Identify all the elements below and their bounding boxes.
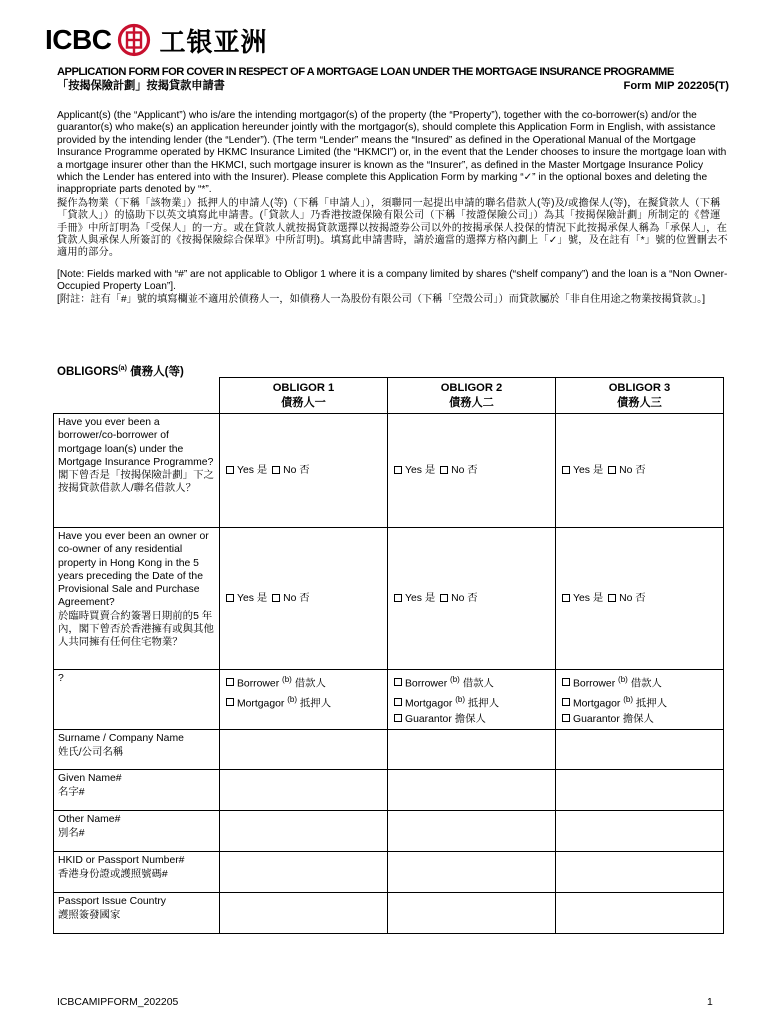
mortgagor-label: Mortgagor <box>405 698 453 710</box>
note-cn: [附註：註有「#」號的填寫欄並不適用於債務人一，如債務人一為股份有限公司（下稱「空殼公司」）而貸款屬於「非自住用途之物業按揭貸款」。] <box>57 293 706 305</box>
role-cell-obligor-1 <box>220 670 388 730</box>
yes-checkbox[interactable] <box>562 594 570 602</box>
borrower-checkbox[interactable] <box>226 678 234 686</box>
guarantor-checkbox[interactable] <box>562 714 570 722</box>
mortgagor-label-cn: 抵押人 <box>635 698 668 710</box>
header-obligor-1 <box>220 378 388 414</box>
field-label-en: HKID or Passport Number# <box>58 855 185 867</box>
form-title-en: APPLICATION FORM FOR COVER IN RESPECT OF A MORTGAGE LOAN UNDER THE MORTGAGE INSURANCE PROGRAMME <box>57 66 674 78</box>
question-label: Have you ever been a borrower/co-borrower of mortgage loan(s) under the Mortgage Insurance Programme? 閣下曾否是「按揭保險計劃」下之按揭貸款借款人/聯名借款人？ <box>54 414 220 528</box>
header-blank-cell <box>54 378 220 414</box>
no-checkbox[interactable] <box>608 594 616 602</box>
passport-country-input-obligor-1[interactable] <box>220 893 388 934</box>
intro-paragraph-cn: 擬作為物業（下稱「該物業」）抵押人的申請人(等)（下稱「申請人」），須聯同一起提出申請的聯名借款人(等)及/或擔保人(等)，在擬貸款人（下稱「貸款人」）的協助下以英文填寫此申請書。(「貸款人」乃香港按證保險有限公司（下稱「按證保險公司」）為其「按揭保險計劃」所制定的《營運手冊》中所訂明為「受保人」的一方。或在貸款人就按揭貸款選擇以按揭證券公司以外的按揭承保人投保的情況下此按揭承保人稱為「承保人」，在貸款人與承保人所簽訂的《按揭保險綜合保單》中所訂明)。填寫此申請書時，請於適當的選擇方格內劃上「✓」號，及在註有「*」號的位置刪去不適用的部分。 <box>57 197 728 259</box>
form-code: ICBCAMIPFORM_202205 <box>57 997 179 1008</box>
borrower-sup: (b) <box>450 675 460 684</box>
role-label-cell: ? <box>54 670 220 730</box>
obligors-heading-cn: 債務人(等) <box>130 366 184 378</box>
mortgagor-sup: (b) <box>455 694 466 704</box>
icbc-logo <box>45 22 267 58</box>
borrower-sup: (b) <box>618 675 628 684</box>
borrower-checkbox[interactable] <box>562 678 570 686</box>
form-number: Form MIP 202205(T) <box>623 80 729 92</box>
surname-input-obligor-1[interactable] <box>220 730 388 770</box>
surname-input-obligor-3[interactable] <box>556 730 724 770</box>
question-row-property-owner <box>54 528 724 670</box>
no-label: No 否 <box>451 464 478 476</box>
field-label-en: Surname / Company Name <box>58 733 184 745</box>
obligor-1-en: OBLIGOR 1 <box>272 382 335 394</box>
answer-cell <box>388 528 556 670</box>
mortgagor-checkbox[interactable] <box>394 698 402 706</box>
no-label: No 否 <box>619 592 646 604</box>
mortgagor-label: Mortgagor <box>237 698 285 710</box>
other-name-input-obligor-2[interactable] <box>388 811 556 852</box>
answer-cell <box>388 414 556 528</box>
guarantor-label: Guarantor <box>573 713 620 725</box>
obligors-table <box>53 377 724 934</box>
borrower-label-cn: 借款人 <box>462 678 494 690</box>
guarantor-label-cn: 擔保人 <box>454 713 486 725</box>
hkid-input-obligor-3[interactable] <box>556 852 724 893</box>
yes-label: Yes 是 <box>573 464 604 476</box>
field-label-cn: 別名# <box>58 827 85 839</box>
given-name-input-obligor-3[interactable] <box>556 770 724 811</box>
answer-cell <box>220 414 388 528</box>
guarantor-label: Guarantor <box>405 713 452 725</box>
field-label <box>54 811 220 852</box>
form-title-cn: 「按揭保險計劃」按揭貸款申請書 <box>57 80 225 92</box>
borrower-label-cn: 借款人 <box>294 678 326 690</box>
mortgagor-sup: (b) <box>287 694 298 704</box>
other-name-input-obligor-1[interactable] <box>220 811 388 852</box>
field-label <box>54 893 220 934</box>
field-row-hkid <box>54 852 724 893</box>
mortgagor-label-cn: 抵押人 <box>299 698 332 710</box>
yes-label: Yes 是 <box>573 592 604 604</box>
no-checkbox[interactable] <box>272 594 280 602</box>
other-name-input-obligor-3[interactable] <box>556 811 724 852</box>
page-number: 1 <box>707 997 713 1008</box>
no-label: No 否 <box>283 464 310 476</box>
intro-section <box>57 110 729 306</box>
yes-checkbox[interactable] <box>226 466 234 474</box>
yes-checkbox[interactable] <box>226 594 234 602</box>
hkid-input-obligor-1[interactable] <box>220 852 388 893</box>
field-label-cn: 香港身份證或護照號碼# <box>58 868 168 880</box>
answer-cell <box>220 528 388 670</box>
field-label-cn: 名字# <box>58 786 85 798</box>
form-title-block <box>57 65 729 93</box>
yes-label: Yes 是 <box>237 592 268 604</box>
question-row-mip-borrower <box>54 414 724 528</box>
borrower-label: Borrower <box>573 678 616 690</box>
field-row-surname <box>54 730 724 770</box>
field-label-en: Given Name# <box>58 773 122 785</box>
surname-input-obligor-2[interactable] <box>388 730 556 770</box>
no-checkbox[interactable] <box>440 466 448 474</box>
guarantor-label-cn: 擔保人 <box>622 713 654 725</box>
field-label-en: Other Name# <box>58 814 121 826</box>
yes-label: Yes 是 <box>405 592 436 604</box>
no-checkbox[interactable] <box>608 466 616 474</box>
borrower-label: Borrower <box>237 678 280 690</box>
field-row-given-name <box>54 770 724 811</box>
role-row <box>54 670 724 730</box>
answer-cell <box>556 414 724 528</box>
borrower-label-cn: 借款人 <box>630 678 662 690</box>
borrower-checkbox[interactable] <box>394 678 402 686</box>
role-cell-obligor-3 <box>556 670 724 730</box>
mortgagor-sup: (b) <box>623 694 634 704</box>
table-header-row <box>54 378 724 414</box>
yes-label: Yes 是 <box>405 464 436 476</box>
logo-text-en: ICBC <box>45 24 112 55</box>
yes-checkbox[interactable] <box>394 466 402 474</box>
mortgagor-checkbox[interactable] <box>562 698 570 706</box>
header-obligor-2 <box>388 378 556 414</box>
no-checkbox[interactable] <box>440 594 448 602</box>
field-label-cn: 姓氏/公司名稱 <box>58 746 124 758</box>
logo-text-cn: 工银亚洲 <box>159 27 268 58</box>
passport-country-input-obligor-2[interactable] <box>388 893 556 934</box>
yes-label: Yes 是 <box>237 464 268 476</box>
guarantor-checkbox[interactable] <box>394 714 402 722</box>
header-obligor-3 <box>556 378 724 414</box>
passport-country-input-obligor-3[interactable] <box>556 893 724 934</box>
field-label <box>54 852 220 893</box>
mortgagor-checkbox[interactable] <box>226 698 234 706</box>
borrower-label: Borrower <box>405 678 448 690</box>
note-en: [Note: Fields marked with “#” are not applicable to Obligor 1 where it is a company limited by shares (“shelf company”) and the loan is a “Non Owner-Occupied Property Loan”]. <box>57 268 728 293</box>
yes-checkbox[interactable] <box>394 594 402 602</box>
obligor-3-en: OBLIGOR 3 <box>608 382 671 394</box>
obligor-1-cn: 債務人一 <box>281 397 326 409</box>
intro-paragraph-en: Applicant(s) (the “Applicant”) who is/are the intending mortgagor(s) of the property (the “Property”), together with the co-borrower(s) and/or the guarantor(s) who make(s) an application hereunder jointly with the mortgagor(s), should complete this Application Form in English, with assistance provided by the intending lender (the “Lender”). (The term “Lender” means the “Insured” as defined in the Operational Manual of the Mortgage Insurance Programme operated by HKMC Insurance Limited (the “HKMCI”) or, in the event that the Lender chooses to insure the mortgage loan with a mortgage insurer other than the HKMCI, such mortgage insurer is known as the “Insurer”, as defined in the Master Mortgage Insurance Policy which the Lender has entered into with the Insurer). Please complete this Application Form by marking “✓” in the optional boxes and deleting the inappropriate parts denoted by “*”. <box>57 110 727 196</box>
icbc-emblem-icon <box>117 23 151 57</box>
obligor-2-cn: 債務人二 <box>449 397 494 409</box>
mortgagor-label-cn: 抵押人 <box>467 698 500 710</box>
answer-cell <box>556 528 724 670</box>
no-label: No 否 <box>283 592 310 604</box>
yes-checkbox[interactable] <box>562 466 570 474</box>
obligors-heading-sup: (a) <box>118 365 127 373</box>
role-cell-obligor-2 <box>388 670 556 730</box>
field-row-passport-country <box>54 893 724 934</box>
hkid-input-obligor-2[interactable] <box>388 852 556 893</box>
borrower-sup: (b) <box>282 675 292 684</box>
obligor-3-cn: 債務人三 <box>617 397 662 409</box>
no-label: No 否 <box>451 592 478 604</box>
no-checkbox[interactable] <box>272 466 280 474</box>
question-label: Have you ever been an owner or co-owner of any residential property in Hong Kong in the 5 years preceding the Date of the Provisional Sale and Purchase Agreement? 於臨時買賣合約簽署日期前的5 年內，閣下曾否於香港擁有或與其他人共同擁有任何住宅物業？ <box>54 528 220 670</box>
field-label <box>54 770 220 811</box>
field-label-cn: 護照簽發國家 <box>58 909 121 921</box>
given-name-input-obligor-1[interactable] <box>220 770 388 811</box>
obligors-heading-en: OBLIGORS <box>57 366 119 378</box>
field-label <box>54 730 220 770</box>
field-row-other-name <box>54 811 724 852</box>
given-name-input-obligor-2[interactable] <box>388 770 556 811</box>
no-label: No 否 <box>619 464 646 476</box>
obligor-2-en: OBLIGOR 2 <box>440 382 503 394</box>
field-label-en: Passport Issue Country <box>58 896 166 908</box>
mortgagor-label: Mortgagor <box>573 698 621 710</box>
